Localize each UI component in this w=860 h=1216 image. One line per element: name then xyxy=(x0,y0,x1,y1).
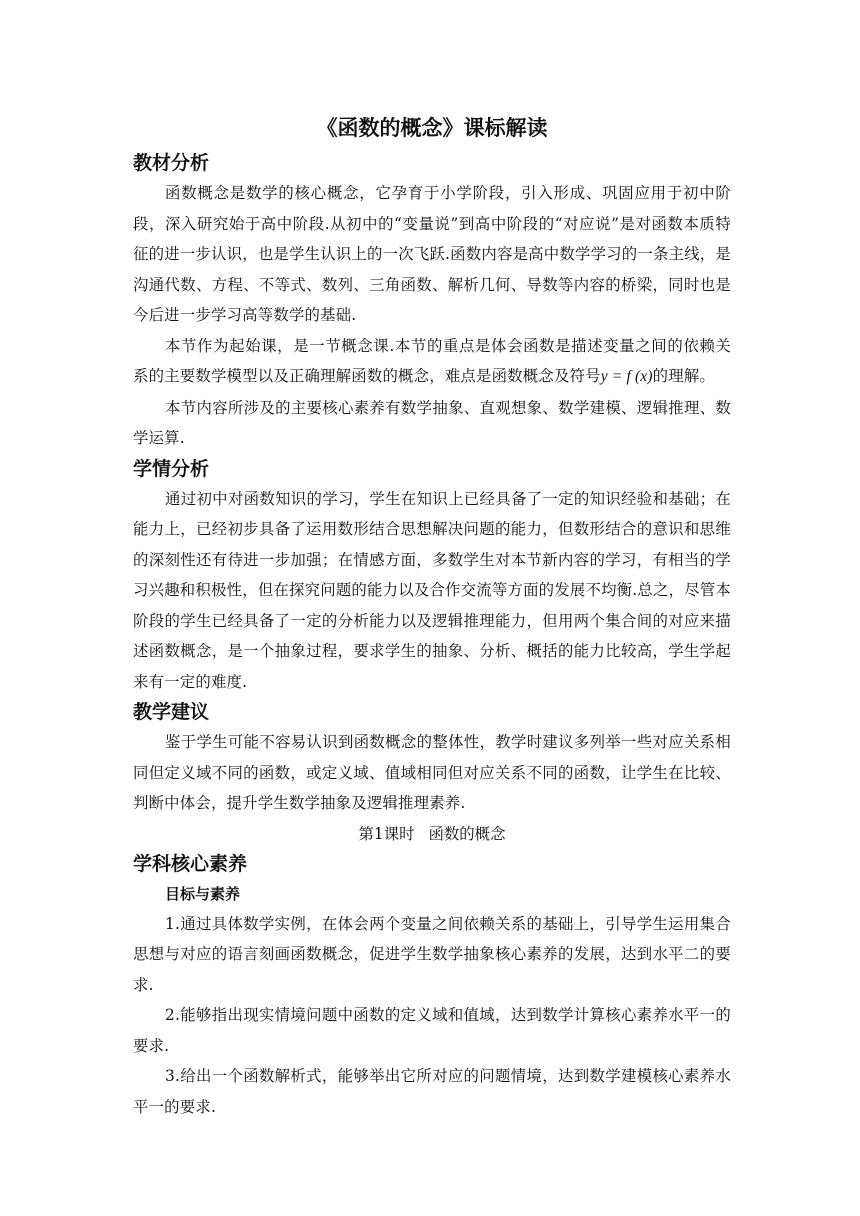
lesson-title xyxy=(133,819,731,849)
heading-textbook-analysis: 教材分析 xyxy=(133,152,210,174)
paragraph-textbook-3: 本节内容所涉及的主要核心素养有数学抽象、直观想象、数学建模、逻辑推理、数学运算. xyxy=(133,398,731,447)
paragraph-textbook-2 xyxy=(133,331,731,393)
goal-item-1: 1.通过具体数学实例，在体会两个变量之间依赖关系的基础上，引导学生运用集合思想与对应的语言刻画函数概念，促进学生数学抽象核心素养的发展，达到水平二的要求. xyxy=(133,914,731,994)
subheading-goals: 目标与素养 xyxy=(165,884,241,903)
heading-core-literacy: 学科核心素养 xyxy=(133,852,248,875)
document-title: 《函数的概念》课标解读 xyxy=(316,116,548,140)
math-expression: y = f (x) xyxy=(600,368,653,385)
paragraph-textbook-2-tail: 的理解。 xyxy=(652,367,716,385)
goal-item-2: 2.能够指出现实情境问题中函数的定义域和值域，达到数学计算核心素养水平一的要求. xyxy=(133,1006,731,1055)
lesson-number: 第1课时 xyxy=(358,824,415,843)
heading-teaching-suggestions: 教学建议 xyxy=(133,701,210,723)
heading-student-analysis: 学情分析 xyxy=(133,457,210,480)
paragraph-textbook-2-text: 本节作为起始课，是一节概念课.本节的重点是体会函数是描述变量之间的依赖关系的主要数学模型以及正确理解函数的概念，难点是函数概念及符号 xyxy=(133,336,731,385)
paragraph-teaching-1: 鉴于学生可能不容易认识到函数概念的整体性，教学时建议多列举一些对应关系相同但定义域不同的函数，或定义域、值域相同但对应关系不同的函数，让学生在比较、判断中体会，提升学生数学抽象及逻辑推理素养. xyxy=(133,733,731,812)
paragraph-students-1: 通过初中对函数知识的学习，学生在知识上已经具备了一定的知识经验和基础；在能力上，已经初步具备了运用数形结合思想解决问题的能力，但数形结合的意识和思维的深刻性还有待进一步加强；在情感方面，多数学生对本节新内容的学习，有相当的学习兴趣和积极性，但在探究问题的能力以及合作交流等方面的发展不均衡.总之，尽管本阶段的学生已经具备了一定的分析能力以及逻辑推理能力，但用两个集合间的对应来描述函数概念，是一个抽象过程，要求学生的抽象、分析、概括的能力比较高，学生学起来有一定的难度. xyxy=(133,489,731,691)
paragraph-textbook-1: 函数概念是数学的核心概念，它孕育于小学阶段，引入形成、巩固应用于初中阶段，深入研究始于高中阶段.从初中的“变量说”到高中阶段的“对应说”是对函数本质特征的进一步认识，也是学生认识上的一次飞跃.函数内容是高中数学学习的一条主线，是沟通代数、方程、不等式、数列、三角函数、解析几何、导数等内容的桥梁，同时也是今后进一步学习高等数学的基础. xyxy=(133,184,731,324)
document-page xyxy=(133,108,731,1122)
lesson-name: 函数的概念 xyxy=(428,824,506,843)
goal-item-3: 3.给出一个函数解析式，能够举出它所对应的问题情境，达到数学建模核心素养水平一的要求. xyxy=(133,1067,731,1116)
